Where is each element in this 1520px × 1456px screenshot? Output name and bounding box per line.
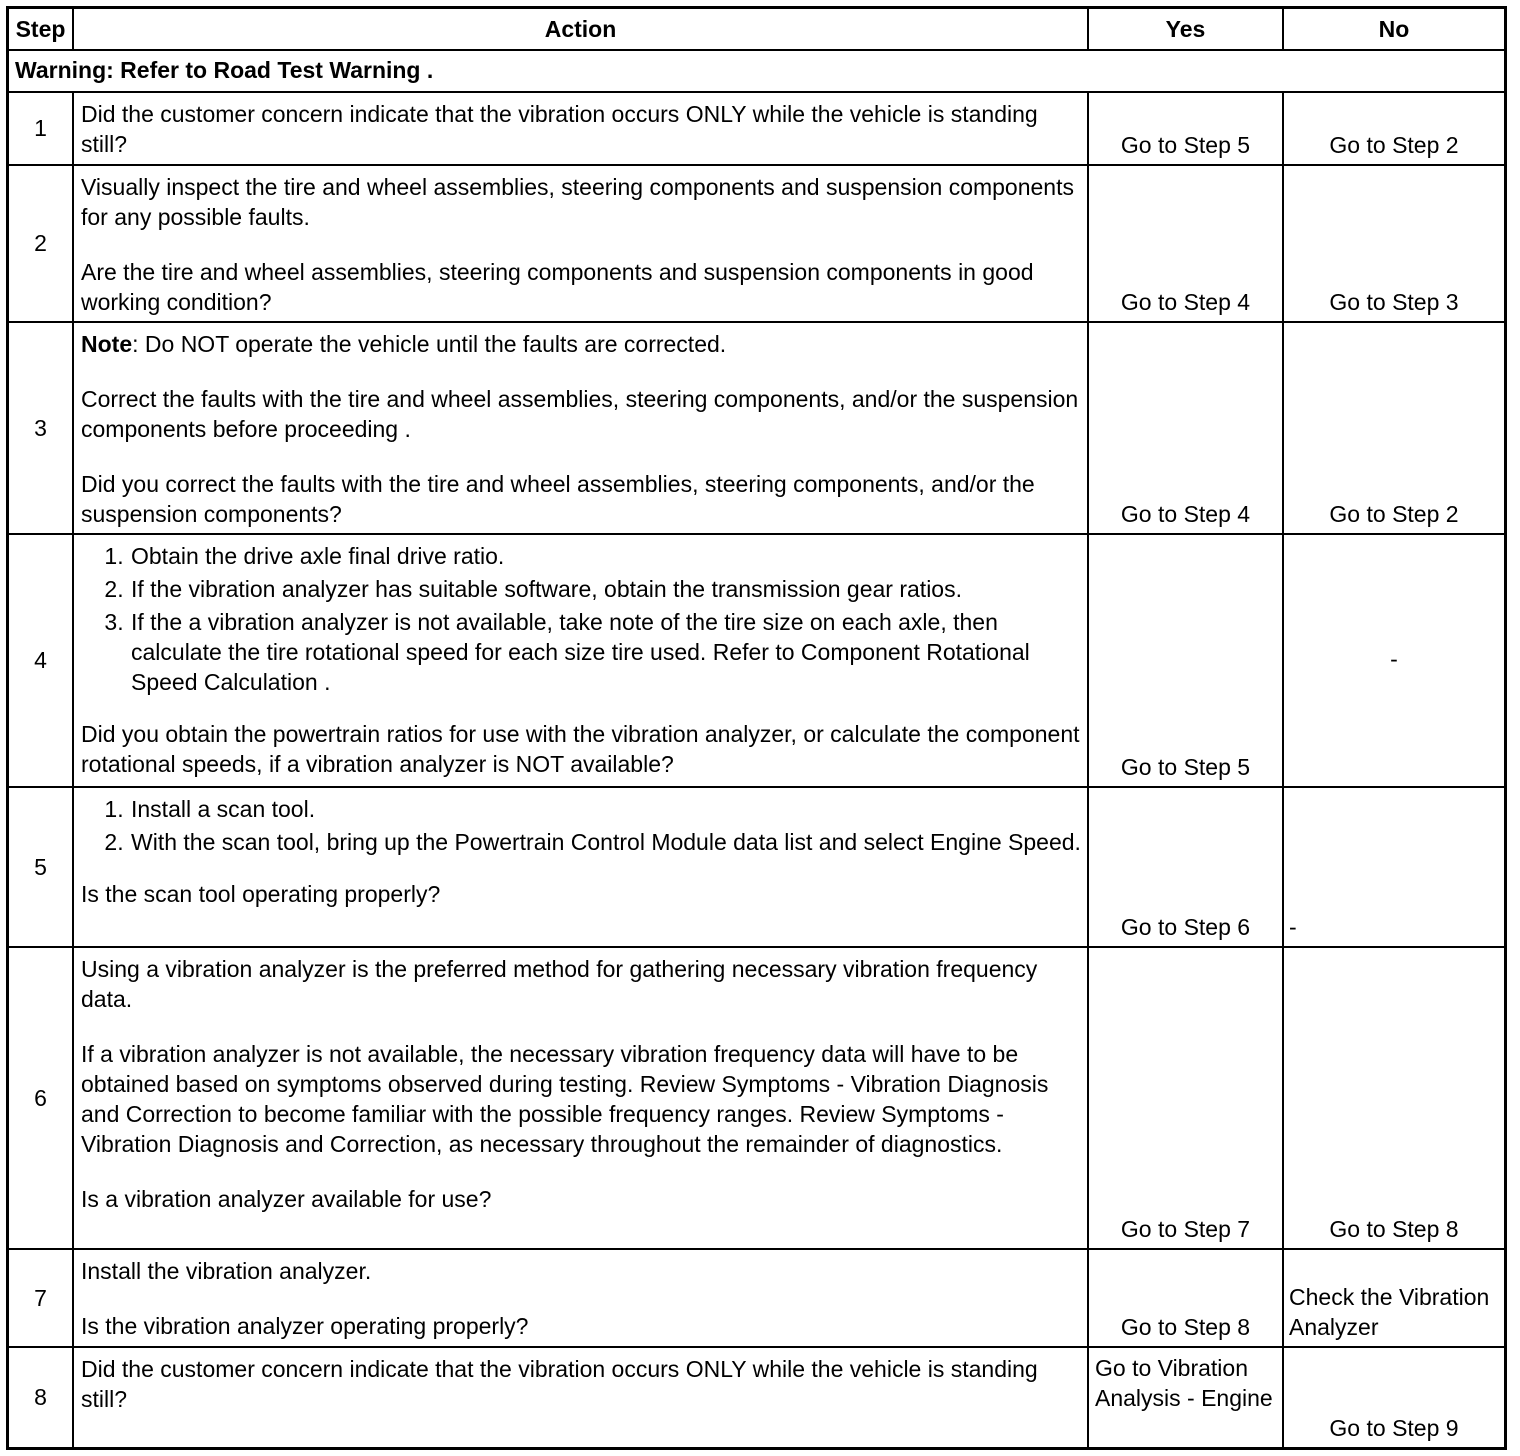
action-cell [74,166,1089,321]
no-cell: Go to Step 2 [1329,132,1459,158]
diagnostic-table [6,6,1507,1450]
road-test-warning: Warning: Refer to Road Test Warning . [15,57,434,83]
note-text [81,329,1081,359]
yes-cell: Go to Step 6 [1089,788,1284,946]
yes-cell: Go to Step 8 [1089,1250,1284,1346]
yes-cell: Go to Step 5 [1089,535,1284,786]
list-item: 2. With the scan tool, bring up the Powertrain Control Module data list and select Engine Speed. [130,827,1081,857]
no-cell: Check the Vibration Analyzer [1289,1284,1490,1340]
action-question: Is the vibration analyzer operating properly? [81,1313,529,1339]
action-cell [74,93,1089,164]
step-number: 6 [9,948,74,1248]
table-row [9,535,1504,788]
table-row [9,166,1504,323]
list-item: 2. If the vibration analyzer has suitable software, obtain the transmission gear ratios. [130,574,1081,604]
procedure-list [81,794,1081,857]
table-header [9,9,1504,51]
action-cell [74,948,1089,1248]
note-body: : Do NOT operate the vehicle until the faults are corrected. [132,331,727,357]
header-action: Action [74,9,1089,49]
step-number: 8 [9,1348,74,1447]
action-cell [74,1250,1089,1346]
yes-cell: Go to Vibration Analysis - Engine [1089,1348,1284,1447]
action-text: Using a vibration analyzer is the preferred method for gathering necessary vibration frequency data. [81,956,1038,1012]
list-item: 3. If the a vibration analyzer is not available, take note of the tire size on each axle, then calculate the tire rotational speed for each size tire used. Refer to Component Rotational Speed Calculation . [130,607,1081,697]
action-question: Is the scan tool operating properly? [81,881,441,907]
table-row [9,1348,1504,1447]
table-row [9,93,1504,166]
table-row [9,1250,1504,1348]
action-question: Did you correct the faults with the tire and wheel assemblies, steering components, and/or the suspension components? [81,471,1035,527]
action-question: Is a vibration analyzer available for use? [81,1186,492,1212]
table-row [9,788,1504,948]
no-cell: Go to Step 2 [1329,501,1459,527]
yes-cell: Go to Step 7 [1089,948,1284,1248]
step-number: 3 [9,323,74,533]
action-question: Did you obtain the powertrain ratios for use with the vibration analyzer, or calculate the component rotational speeds, if a vibration analyzer is NOT available? [81,721,1080,777]
action-cell [74,788,1089,946]
procedure-list [81,541,1081,697]
header-yes: Yes [1089,9,1284,49]
no-cell: - [1289,914,1297,940]
no-cell: Go to Step 3 [1329,289,1459,315]
action-cell [74,1348,1089,1447]
action-text: Correct the faults with the tire and wheel assemblies, steering components, and/or the suspension components before proceeding . [81,386,1079,442]
yes-cell: Go to Step 4 [1089,323,1284,533]
list-item: 1. Obtain the drive axle final drive ratio. [130,541,1081,571]
yes-cell: Go to Step 4 [1089,166,1284,321]
action-text: Visually inspect the tire and wheel assemblies, steering components and suspension components for any possible faults. [81,174,1074,230]
yes-cell: Go to Step 5 [1089,93,1284,164]
header-no: No [1378,16,1410,42]
table-row [9,323,1504,535]
step-number: 1 [9,93,74,164]
action-cell [74,535,1089,786]
step-number: 5 [9,788,74,946]
no-cell: - [1390,645,1398,672]
step-number: 2 [9,166,74,321]
step-number: 4 [9,535,74,786]
note-label: Note [81,331,133,357]
list-item: 1. Install a scan tool. [130,794,1081,824]
warning-row [9,51,1504,93]
action-cell [74,323,1089,533]
header-step: Step [9,9,74,49]
action-text: If a vibration analyzer is not available, the necessary vibration frequency data will have to be obtained based on symptoms observed during testing. Review Symptoms - Vibration Diagnosis and Correction to become familiar with the possible frequency ranges. Review Symptoms - Vibration Diagnosis and Correction, as necessary throughout the remainder of diagnostics. [81,1041,1049,1157]
action-text: Install the vibration analyzer. [81,1258,372,1284]
action-question: Are the tire and wheel assemblies, steering components and suspension components in good working condition? [81,259,1034,315]
step-number: 7 [9,1250,74,1346]
action-text: Did the customer concern indicate that the vibration occurs ONLY while the vehicle is standing still? [81,101,1038,157]
action-text: Did the customer concern indicate that the vibration occurs ONLY while the vehicle is standing still? [81,1356,1038,1412]
no-cell: Go to Step 8 [1329,1216,1459,1242]
table-row [9,948,1504,1250]
no-cell: Go to Step 9 [1329,1415,1459,1441]
